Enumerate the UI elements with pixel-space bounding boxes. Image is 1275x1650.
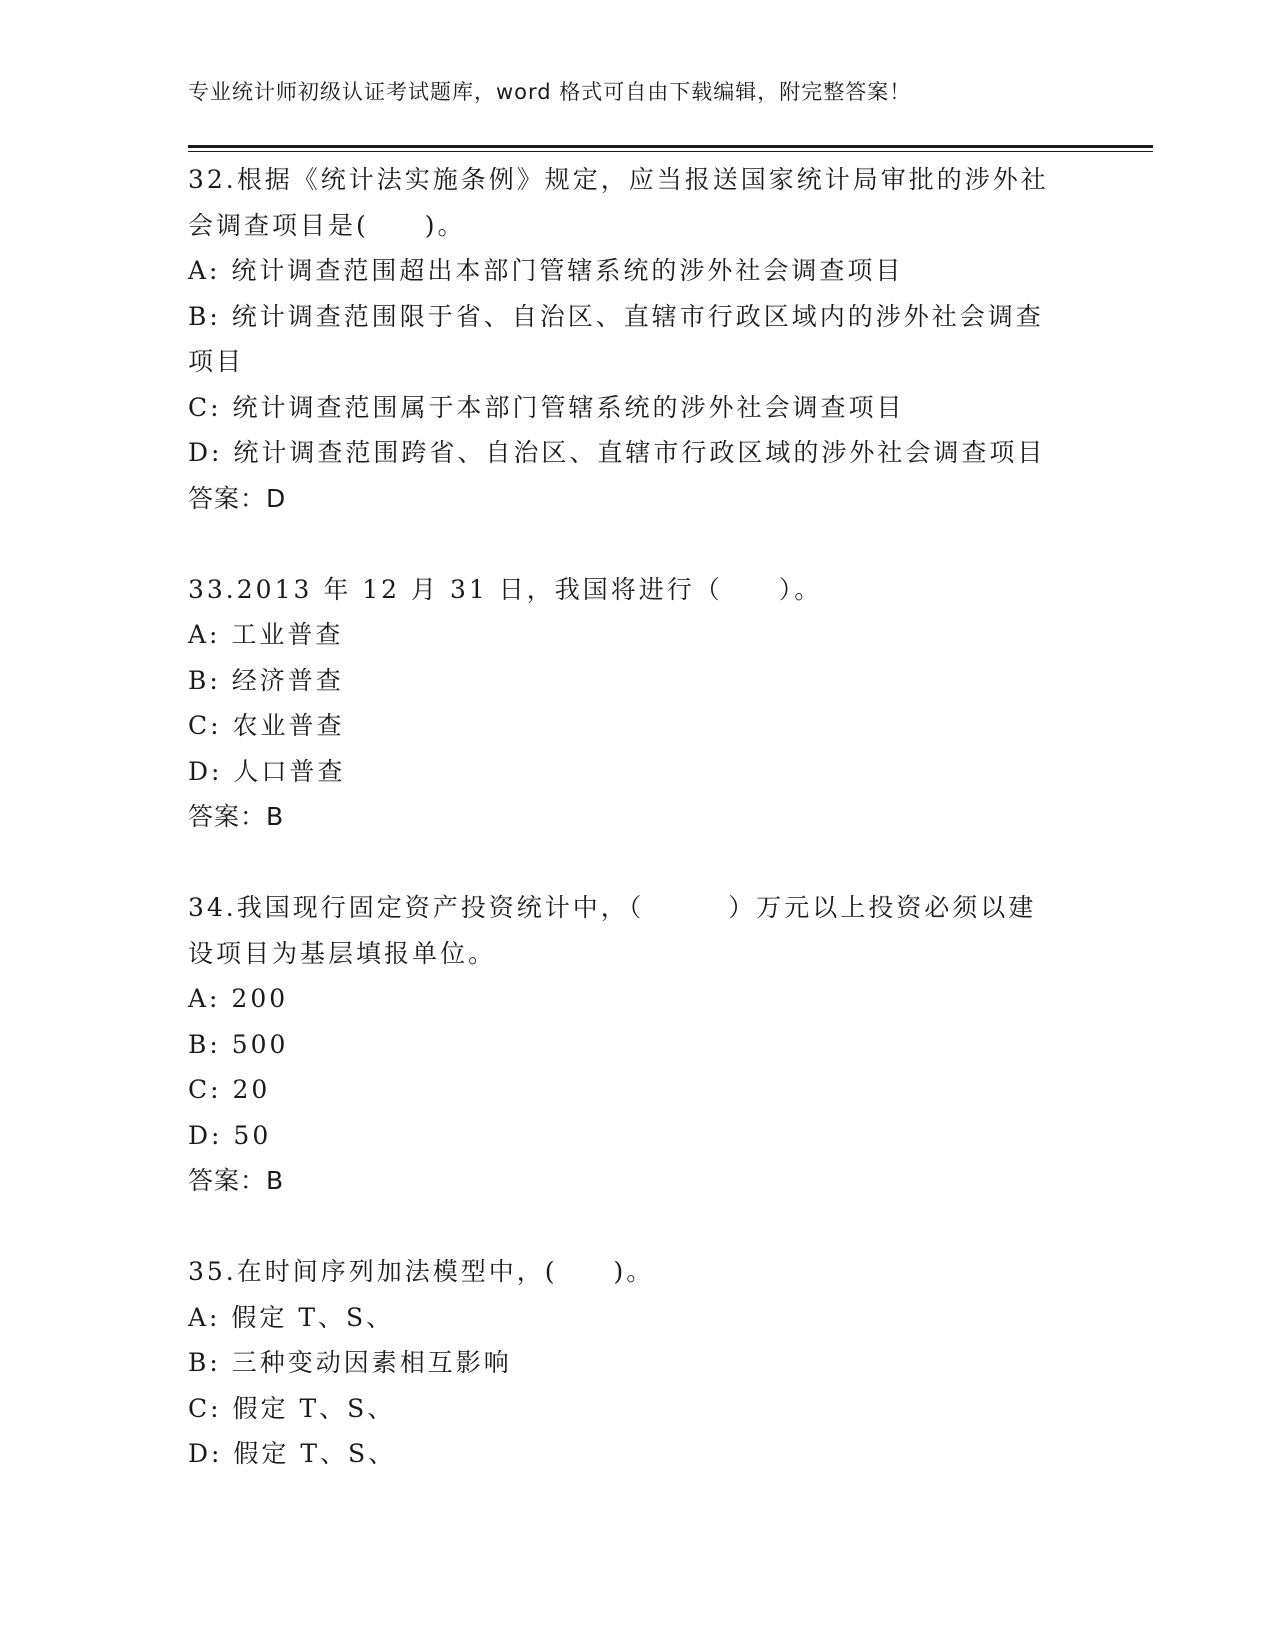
option-c: C: 假定 T、S、 — [188, 1393, 396, 1423]
question-34 — [188, 885, 1088, 1204]
option-c: C: 20 — [188, 1075, 271, 1104]
option-b: B: 三种变动因素相互影响 — [188, 1348, 512, 1377]
option-a: A: 200 — [188, 984, 289, 1013]
option-d: D: 50 — [188, 1120, 272, 1150]
question-text: 33.2013 年 12 月 31 日，我国将进行（ ）。 — [188, 574, 823, 604]
question-list — [188, 157, 1088, 1477]
header-rule-thin — [188, 151, 1153, 152]
option-b: B: 统计调查范围限于省、自治区、直辖市行政区域内的涉外社会调查 — [188, 301, 1044, 331]
option-a: A: 工业普查 — [188, 620, 344, 649]
question-text: 会调查项目是( )。 — [188, 210, 466, 240]
question-32 — [188, 157, 1088, 521]
question-33 — [188, 567, 1088, 840]
header-rule-thick — [188, 145, 1153, 148]
option-b: B: 500 — [188, 1029, 289, 1059]
option-a: A: 假定 T、S、 — [188, 1302, 395, 1332]
question-text: 34.我国现行固定资产投资统计中，（ ）万元以上投资必须以建 — [188, 893, 1037, 922]
option-c: C: 统计调查范围属于本部门管辖系统的涉外社会调查项目 — [188, 392, 905, 422]
option-b: B: 经济普查 — [188, 665, 344, 695]
question-text: 32.根据《统计法实施条例》规定，应当报送国家统计局审批的涉外社 — [188, 165, 1049, 194]
option-d: D: 假定 T、S、 — [188, 1439, 397, 1468]
question-text: 35.在时间序列加法模型中，( )。 — [188, 1257, 655, 1286]
option-b-continued: 项目 — [188, 347, 245, 376]
option-a: A: 统计调查范围超出本部门管辖系统的涉外社会调查项目 — [188, 256, 904, 285]
option-c: C: 农业普查 — [188, 711, 345, 740]
page-header: 专业统计师初级认证考试题库，word 格式可自由下载编辑，附完整答案！ — [188, 80, 912, 104]
answer: 答案：B — [188, 802, 285, 831]
answer: 答案：B — [188, 1166, 285, 1195]
answer: 答案：D — [188, 483, 287, 513]
option-d: D: 人口普查 — [188, 756, 346, 786]
question-text: 设项目为基层填报单位。 — [188, 938, 497, 968]
question-35 — [188, 1249, 1088, 1477]
option-d: D: 统计调查范围跨省、自治区、直辖市行政区域的涉外社会调查项目 — [188, 438, 1046, 467]
